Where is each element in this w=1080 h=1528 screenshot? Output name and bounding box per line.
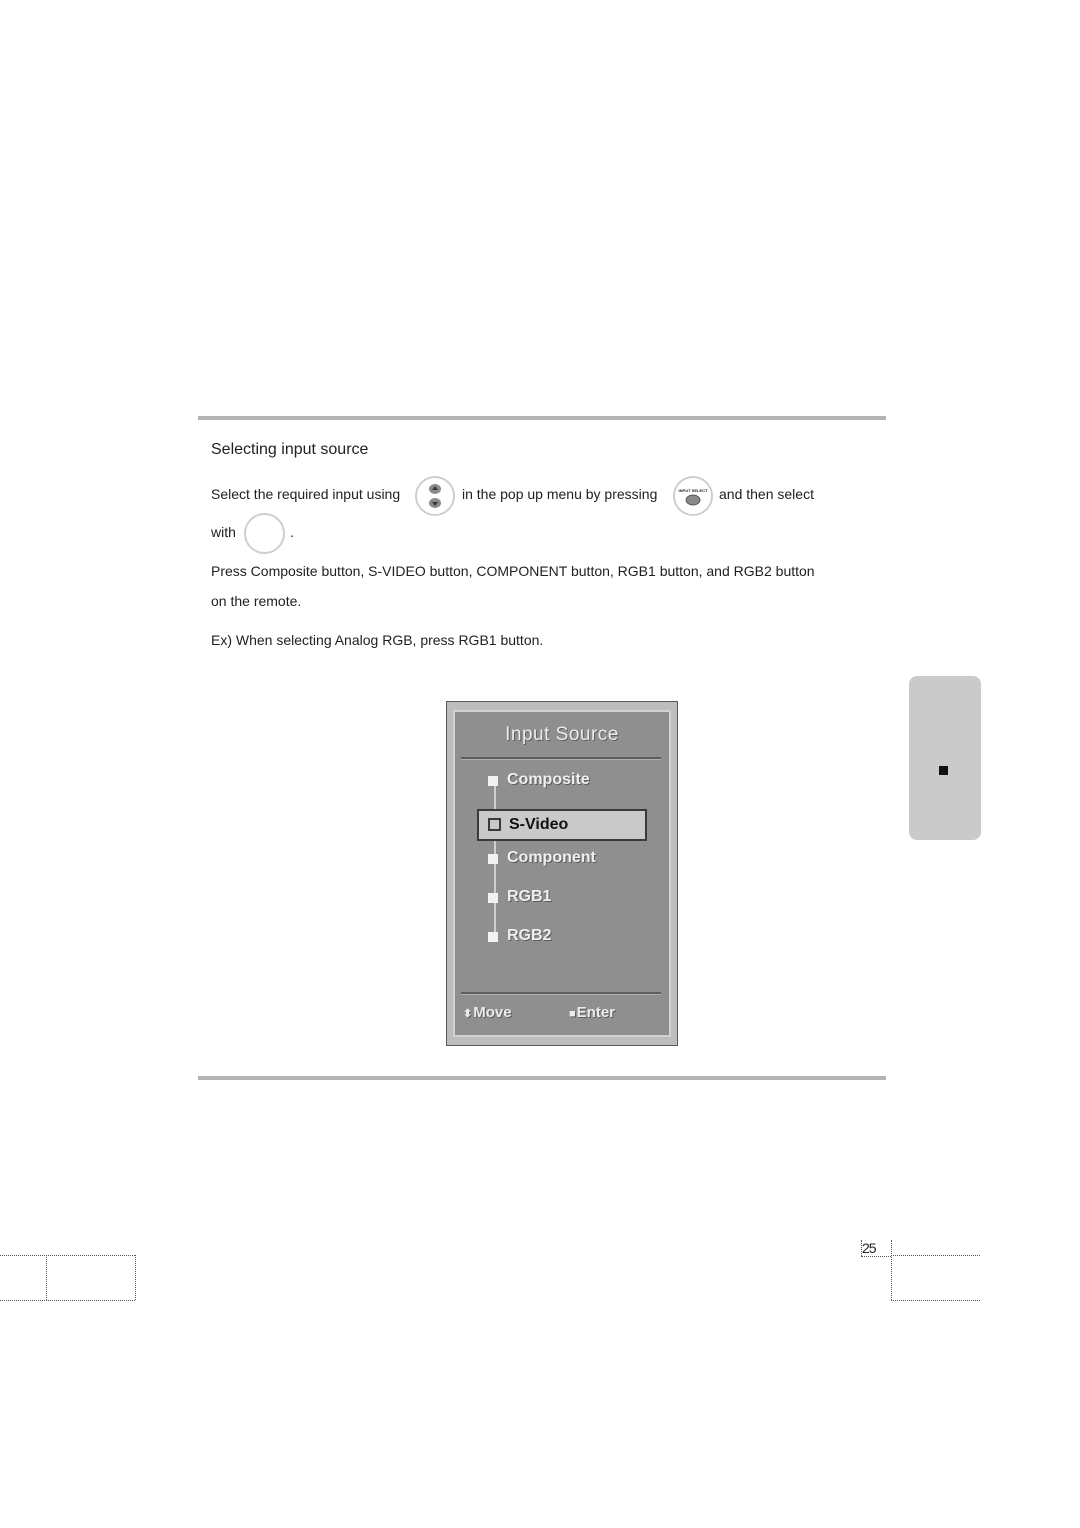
top-divider bbox=[198, 416, 886, 420]
enter-square-icon: ■ bbox=[569, 1008, 576, 1020]
bullet-square-icon bbox=[488, 893, 498, 903]
menu-item-label: RGB1 bbox=[507, 888, 552, 905]
example-line: Ex) When selecting Analog RGB, press RGB1 button. bbox=[211, 632, 544, 648]
bullet-square-icon bbox=[488, 932, 498, 942]
instruction-text-1a: Select the required input using bbox=[211, 486, 401, 502]
footer-enter-label: Enter bbox=[576, 1004, 615, 1021]
menu-title: Input Source bbox=[505, 724, 619, 745]
enter-button-icon bbox=[244, 513, 285, 554]
footer-move bbox=[463, 1004, 512, 1021]
page-number: 25 bbox=[862, 1240, 876, 1256]
menu-item-label: S-Video bbox=[509, 816, 569, 833]
up-down-button-icon bbox=[415, 476, 455, 516]
bullet-square-icon bbox=[488, 776, 498, 786]
menu-divider bbox=[461, 757, 661, 760]
instruction-text-2b: . bbox=[290, 524, 294, 540]
section-title: Selecting input source bbox=[211, 441, 369, 458]
instruction-line-3: Press Composite button, S-VIDEO button, COMPONENT button, RGB1 button, and RGB2 button bbox=[211, 563, 815, 579]
crop-mark bbox=[891, 1300, 980, 1301]
up-down-arrow-icon: ⬍ bbox=[463, 1008, 473, 1020]
instruction-text-2a: with bbox=[211, 524, 236, 540]
page-number-bracket bbox=[861, 1240, 862, 1256]
crop-mark bbox=[891, 1240, 892, 1300]
footer-move-label: Move bbox=[473, 1004, 512, 1021]
crop-mark bbox=[46, 1255, 47, 1300]
instruction-line-4: on the remote. bbox=[211, 593, 302, 609]
menu-item-label: Component bbox=[507, 849, 596, 866]
crop-mark bbox=[0, 1300, 135, 1301]
crop-mark bbox=[891, 1255, 980, 1256]
menu-item-label: RGB2 bbox=[507, 927, 552, 944]
menu-item-label: Composite bbox=[507, 771, 590, 788]
input-select-button-icon bbox=[673, 476, 713, 516]
crop-mark bbox=[0, 1255, 135, 1256]
chapter-side-tab bbox=[909, 676, 981, 840]
checkbox-square-icon bbox=[488, 818, 501, 831]
input-select-label: INPUT SELECT bbox=[678, 488, 708, 493]
instruction-text-1b: in the pop up menu by pressing bbox=[462, 486, 658, 502]
input-source-menu bbox=[453, 710, 671, 1037]
menu-item-s-video[interactable] bbox=[477, 809, 647, 841]
page-number-bracket bbox=[861, 1256, 891, 1257]
menu-divider bbox=[461, 992, 661, 995]
crop-mark bbox=[135, 1255, 136, 1300]
input-source-menu-screenshot bbox=[446, 701, 678, 1046]
footer-enter bbox=[569, 1004, 615, 1021]
bullet-square-icon bbox=[488, 854, 498, 864]
instruction-text-1c: and then select bbox=[719, 486, 814, 502]
chapter-marker-icon bbox=[939, 766, 948, 775]
bottom-divider bbox=[198, 1076, 886, 1080]
